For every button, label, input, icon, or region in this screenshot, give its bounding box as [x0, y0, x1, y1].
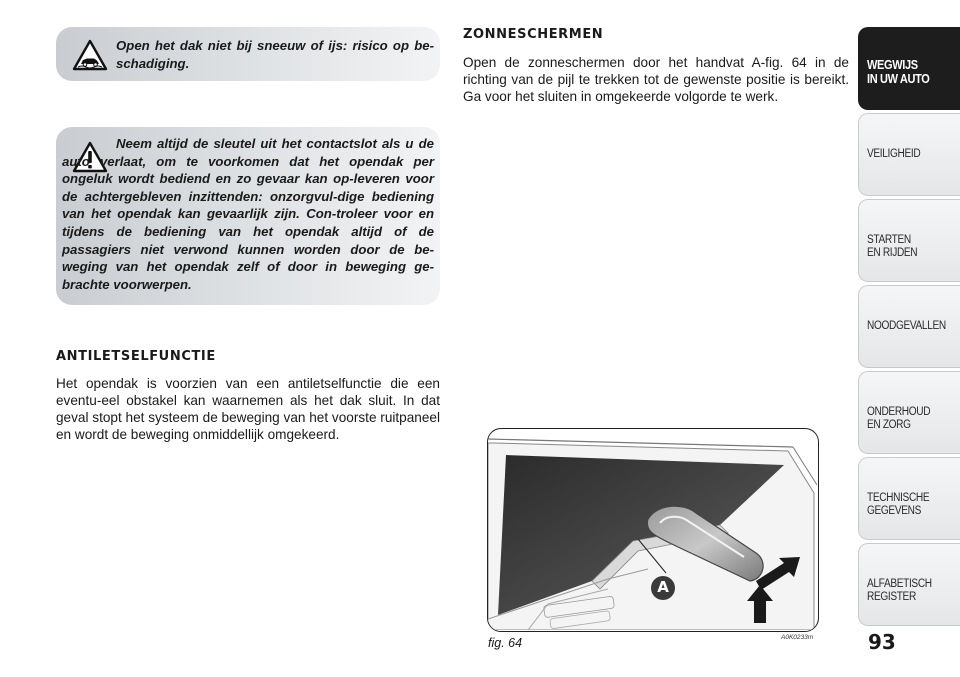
- tab-starten-en-rijden[interactable]: [858, 199, 960, 282]
- tab-veiligheid[interactable]: [858, 113, 960, 196]
- tab-noodgevallen[interactable]: [858, 285, 960, 368]
- tab-label: VEILIGHEID: [867, 148, 921, 160]
- warning-box-snow-ice: [56, 27, 440, 81]
- warning-text: Open het dak niet bij sneeuw of ijs: risico op be-schadiging.: [116, 38, 434, 71]
- section-heading-antiletselfunctie: ANTILETSELFUNCTIE: [56, 349, 216, 364]
- tab-label: ONDERHOUD EN ZORG: [867, 406, 931, 431]
- section-heading-zonneschermen: ZONNESCHERMEN: [463, 27, 604, 42]
- chapter-tab-navigation: [858, 27, 960, 627]
- warning-box-key-removal: [56, 127, 440, 305]
- figure-code: A0K0233m: [781, 634, 814, 641]
- section-body-antiletselfunctie: Het opendak is voorzien van een antiletselfunctie die een eventu-eel obstakel kan waarnemen als het dak sluit. In dat geval stopt het systeem de beweging van het voorste ruitpaneel en wordt de beweging onmiddellijk omgekeerd.: [56, 376, 440, 442]
- tab-wegwijs-in-uw-auto[interactable]: [858, 27, 960, 110]
- car-on-snow-warning-icon: [72, 39, 108, 71]
- tab-onderhoud-en-zorg[interactable]: [858, 371, 960, 454]
- callout-label-a: A: [657, 578, 669, 596]
- section-body-zonneschermen: Open de zonneschermen door het handvat A-fig. 64 in de richting van de pijl te trekken tot de gewenste positie is bereikt. Ga voor het sluiten in omgekeerde volgorde te werk.: [463, 55, 849, 104]
- tab-technische-gegevens[interactable]: [858, 457, 960, 540]
- tab-label: ALFABETISCH REGISTER: [867, 578, 932, 603]
- tab-label: NOODGEVALLEN: [867, 320, 946, 332]
- warning-text: Neem altijd de sleutel uit het contactslot als u de auto verlaat, om te voorkomen dat het opendak per ongeluk wordt bediend en zo gevaar kan op-leveren voor de achtergebleven inzittenden: onzorgvul-dige bediening van het opendak kan gevaarlijk zijn. Con-troleer voor en tijdens de bediening van het opendak altijd of de passagiers niet verwond kunnen worden door de be-weging van het opendak zelf of door in beweging ge-brachte voorwerpen.: [62, 136, 434, 292]
- figure-caption: fig. 64: [488, 636, 523, 650]
- figure-sunshade-illustration: [487, 428, 819, 632]
- tab-alfabetisch-register[interactable]: [858, 543, 960, 626]
- page-number: 93: [868, 630, 896, 654]
- tab-label: TECHNISCHE GEGEVENS: [867, 492, 930, 517]
- tab-label: WEGWIJS IN UW AUTO: [867, 58, 930, 86]
- tab-label: STARTEN EN RIJDEN: [867, 234, 918, 259]
